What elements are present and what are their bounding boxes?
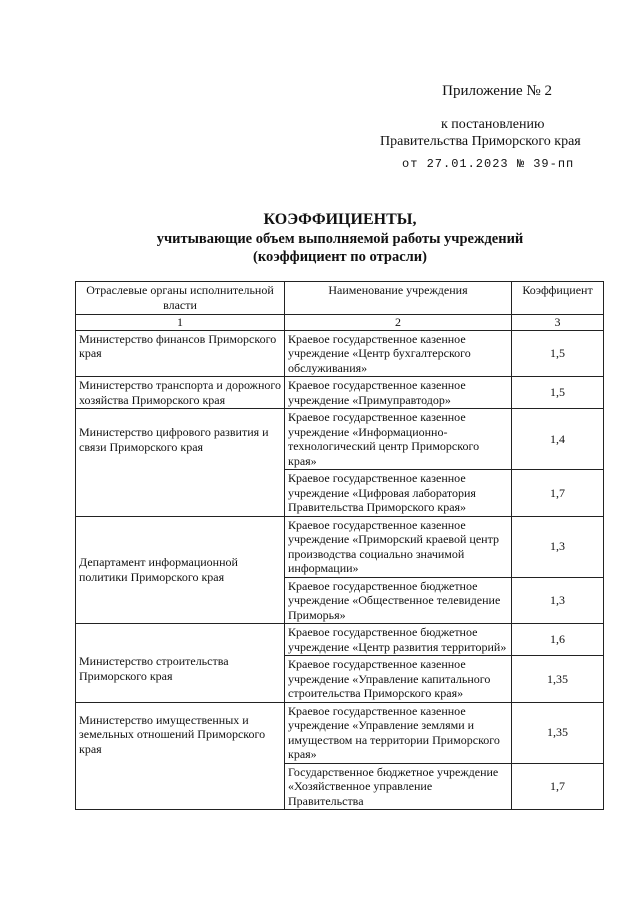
column-number: 2 xyxy=(285,315,512,331)
government-label: Правительства Приморского края xyxy=(380,134,581,149)
coefficient-cell: 1,35 xyxy=(512,702,604,763)
institution-cell: Государственное бюджетное учреждение «Хозяйственное управление Правительства xyxy=(285,763,512,810)
to-decree-label: к постановлению xyxy=(441,117,545,132)
coefficient-cell: 1,5 xyxy=(512,377,604,409)
title-line-3: (коэффициент по отрасли) xyxy=(253,249,427,265)
column-number: 3 xyxy=(512,315,604,331)
title-line-2: учитывающие объем выполняемой работы учреждений xyxy=(156,231,524,247)
institution-cell: Краевое государственное бюджетное учреждение «Общественное телевидение Приморья» xyxy=(285,577,512,624)
authority-cell: Министерство цифрового развития и связи Приморского края xyxy=(76,409,285,517)
institution-cell: Краевое государственное бюджетное учреждение «Центр развития территорий» xyxy=(285,624,512,656)
institution-cell: Краевое государственное казенное учреждение «Управление капитального строительства Приморского края» xyxy=(285,656,512,703)
institution-cell: Краевое государственное казенное учреждение «Управление землями и имуществом на территории Приморского края» xyxy=(285,702,512,763)
column-header-authority: Отраслевые органы исполнительной власти xyxy=(76,282,285,315)
column-number-row xyxy=(76,315,604,331)
coefficient-cell: 1,7 xyxy=(512,763,604,810)
authority-cell: Министерство имущественных и земельных отношений Приморского края xyxy=(76,702,285,810)
table-row xyxy=(76,624,604,656)
institution-cell: Краевое государственное казенное учреждение «Приморский краевой центр производства социально значимой информации» xyxy=(285,516,512,577)
coefficient-cell: 1,6 xyxy=(512,624,604,656)
column-header-institution: Наименование учреждения xyxy=(285,282,512,315)
authority-cell: Министерство транспорта и дорожного хозяйства Приморского края xyxy=(76,377,285,409)
table-row xyxy=(76,702,604,763)
table-row xyxy=(76,409,604,470)
institution-cell: Краевое государственное казенное учреждение «Информационно-технологический центр Приморского края» xyxy=(285,409,512,470)
institution-cell: Краевое государственное казенное учреждение «Примуправтодор» xyxy=(285,377,512,409)
institution-cell: Краевое государственное казенное учреждение «Цифровая лаборатория Правительства Приморского края» xyxy=(285,470,512,517)
institution-cell: Краевое государственное казенное учреждение «Центр бухгалтерского обслуживания» xyxy=(285,330,512,377)
coefficient-cell: 1,4 xyxy=(512,409,604,470)
coefficient-cell: 1,3 xyxy=(512,577,604,624)
table-row xyxy=(76,516,604,577)
table-row xyxy=(76,330,604,377)
coefficient-cell: 1,7 xyxy=(512,470,604,517)
table-row xyxy=(76,377,604,409)
coefficients-table xyxy=(75,281,604,810)
coefficient-cell: 1,35 xyxy=(512,656,604,703)
document-title xyxy=(100,210,580,266)
title-line-1: КОЭФФИЦИЕНТЫ, xyxy=(263,211,417,228)
decree-date-number: от 27.01.2023 № 39-пп xyxy=(402,157,575,171)
coefficient-cell: 1,5 xyxy=(512,330,604,377)
column-header-coefficient: Коэффициент xyxy=(512,282,604,315)
authority-cell: Департамент информационной политики Приморского края xyxy=(76,516,285,624)
table-header-row xyxy=(76,282,604,315)
authority-cell: Министерство финансов Приморского края xyxy=(76,330,285,377)
appendix-number: Приложение № 2 xyxy=(442,83,552,99)
authority-cell: Министерство строительства Приморского края xyxy=(76,624,285,703)
coefficient-cell: 1,3 xyxy=(512,516,604,577)
column-number: 1 xyxy=(76,315,285,331)
